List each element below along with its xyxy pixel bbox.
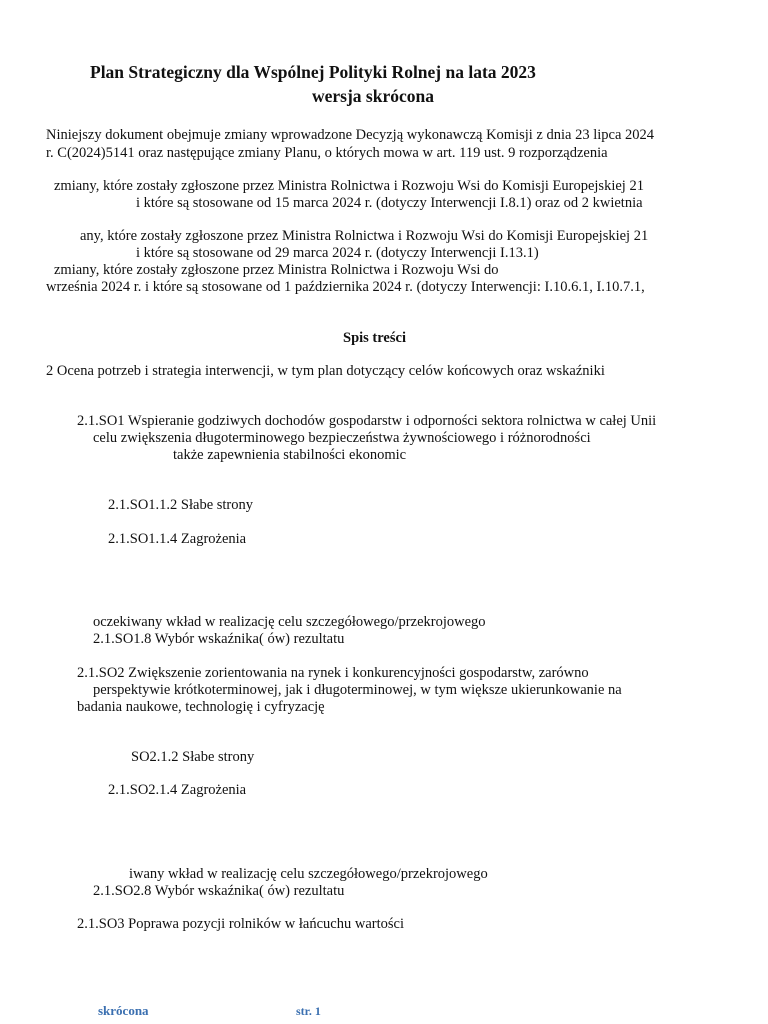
toc-item-so2-line-1[interactable]: 2.1.SO2 Zwiększenie zorientowania na rynek i konkurencyjności gospodarstw, zarówno bbox=[77, 665, 589, 681]
page-number: str. 1 bbox=[296, 1004, 321, 1018]
toc-item-so2-threats[interactable]: 2.1.SO2.1.4 Zagrożenia bbox=[108, 782, 247, 798]
change1-line-1: zmiany, które zostały zgłoszone przez Ministra Rolnictwa i Rozwoju Wsi do Komisji Europejskiej 21 bbox=[54, 178, 644, 194]
toc-item-so1-line-2[interactable]: celu zwiększenia długoterminowego bezpieczeństwa żywnościowego i różnorodności bbox=[93, 430, 591, 446]
toc-item-so1-indicator[interactable]: 2.1.SO1.8 Wybór wskaźnika( ów) rezultatu bbox=[93, 631, 345, 647]
toc-item-so2-weaknesses[interactable]: SO2.1.2 Słabe strony bbox=[131, 749, 255, 765]
toc-item-section-2[interactable]: 2 Ocena potrzeb i strategia interwencji, w tym plan dotyczący celów końcowych oraz wskaźniki bbox=[46, 363, 605, 379]
change2-line-1: any, które zostały zgłoszone przez Ministra Rolnictwa i Rozwoju Wsi do Komisji Europejskiej 21 bbox=[80, 228, 649, 244]
toc-item-so2-indicator[interactable]: 2.1.SO2.8 Wybór wskaźnika( ów) rezultatu bbox=[93, 883, 345, 899]
change3-line-2: września 2024 r. i które są stosowane od 1 października 2024 r. (dotyczy Interwencji: I.10.6.1, I.10.7.1, bbox=[46, 279, 645, 295]
toc-item-so1-line-3[interactable]: także zapewnienia stabilności ekonomic bbox=[173, 447, 407, 463]
document-title-line2: wersja skrócona bbox=[312, 86, 434, 106]
toc-item-so1-line-1[interactable]: 2.1.SO1 Wspieranie godziwych dochodów gospodarstw i odporności sektora rolnictwa w całej Unii bbox=[77, 413, 657, 429]
change3-line-1: zmiany, które zostały zgłoszone przez Ministra Rolnictwa i Rozwoju Wsi do bbox=[54, 262, 499, 278]
toc-item-so2-contribution[interactable]: iwany wkład w realizację celu szczegółowego/przekrojowego bbox=[129, 866, 488, 882]
toc-item-so1-contribution[interactable]: oczekiwany wkład w realizację celu szczegółowego/przekrojowego bbox=[93, 614, 486, 630]
toc-item-so2-line-3[interactable]: badania naukowe, technologię i cyfryzację bbox=[77, 699, 325, 715]
change1-line-2: i które są stosowane od 15 marca 2024 r. (dotyczy Interwencji I.8.1) oraz od 2 kwietnia bbox=[136, 195, 643, 211]
change2-line-2: i które są stosowane od 29 marca 2024 r. (dotyczy Interwencji I.13.1) bbox=[136, 245, 539, 261]
document-title-line1: Plan Strategiczny dla Wspólnej Polityki Rolnej na lata 2023 bbox=[90, 62, 536, 82]
toc-item-so1-threats[interactable]: 2.1.SO1.1.4 Zagrożenia bbox=[108, 531, 247, 547]
intro-line-2: r. C(2024)5141 oraz następujące zmiany Planu, o których mowa w art. 119 ust. 9 rozporządzenia bbox=[46, 145, 608, 161]
intro-line-1: Niniejszy dokument obejmuje zmiany wprowadzone Decyzją wykonawczą Komisji z dnia 23 lipca 2024 bbox=[46, 127, 655, 143]
toc-item-so3[interactable]: 2.1.SO3 Poprawa pozycji rolników w łańcuchu wartości bbox=[77, 916, 404, 932]
toc-heading: Spis treści bbox=[343, 330, 406, 346]
toc-item-so1-weaknesses[interactable]: 2.1.SO1.1.2 Słabe strony bbox=[108, 497, 253, 513]
footer-label: skrócona bbox=[98, 1003, 149, 1018]
toc-item-so2-line-2[interactable]: perspektywie krótkoterminowej, jak i długoterminowej, w tym większe ukierunkowanie na bbox=[93, 682, 622, 698]
